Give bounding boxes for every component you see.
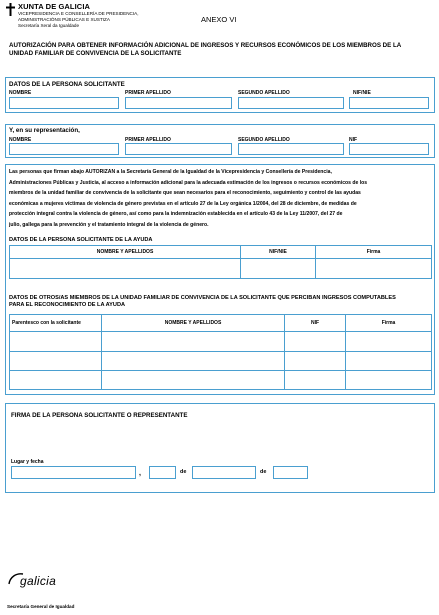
authorization-text — [9, 167, 431, 231]
aid-header-firma: Firma — [316, 246, 432, 259]
place-field[interactable] — [11, 466, 136, 479]
representative-nif-field[interactable] — [349, 143, 429, 155]
aid-header-nif: NIF/NIE — [241, 246, 316, 259]
members-firma-cell[interactable] — [346, 371, 432, 390]
representative-segundo-apellido-field[interactable] — [238, 143, 344, 155]
year-field[interactable] — [273, 466, 308, 479]
de-separator-2: de — [260, 469, 267, 475]
representative-heading: Y, en su representación, — [9, 127, 80, 134]
galicia-logo-text: galicia — [20, 574, 57, 588]
aid-nombre-cell[interactable] — [10, 259, 241, 279]
representative-primer-apellido-field[interactable] — [125, 143, 232, 155]
members-nif-cell[interactable] — [285, 371, 346, 390]
applicant-nif-field[interactable] — [349, 97, 429, 109]
members-nombre-cell[interactable] — [102, 352, 285, 371]
members-table — [9, 314, 432, 390]
table-row — [10, 371, 432, 390]
applicant-nombre-label: NOMBRE — [9, 90, 32, 96]
members-header-parentesco: Parentesco con la solicitante — [10, 315, 102, 332]
footer-department: Secretaría General de Igualdad — [7, 604, 75, 609]
document-title-line2: UNIDAD FAMILIAR DE CONVIVENCIA DE LA SOLICITANTE — [9, 50, 182, 57]
applicant-primer-apellido-field[interactable] — [125, 97, 232, 109]
members-header-nombre: NOMBRE Y APELLIDOS — [102, 315, 285, 332]
department-line2: ADMINISTRACIÓNS PÚBLICAS E XUSTIZA — [18, 17, 110, 22]
representative-segundo-apellido-label: SEGUNDO APELLIDO — [238, 137, 290, 143]
members-nombre-cell[interactable] — [102, 371, 285, 390]
month-field[interactable] — [192, 466, 256, 479]
table-row — [10, 352, 432, 371]
members-nif-cell[interactable] — [285, 352, 346, 371]
aid-applicant-table — [9, 245, 432, 279]
members-firma-cell[interactable] — [346, 332, 432, 352]
department-line1: VICEPRESIDENCIA E CONSELLERÍA DE PRESIDENCIA, — [18, 11, 139, 16]
table-row — [10, 332, 432, 352]
table-row — [10, 259, 432, 279]
signature-heading: FIRMA DE LA PERSONA SOLICITANTE O REPRESENTANTE — [11, 412, 188, 419]
comma-separator: , — [139, 470, 141, 477]
authorization-text-line: miembros de la unidad familiar de convivencia de la solicitante que sean necesarios para el reconocimiento, seguimiento y control de las ayudas — [9, 190, 361, 197]
applicant-primer-apellido-label: PRIMER APELLIDO — [125, 90, 171, 96]
representative-nombre-field[interactable] — [9, 143, 119, 155]
members-parentesco-cell[interactable] — [10, 332, 102, 352]
representative-nombre-label: NOMBRE — [9, 137, 32, 143]
representative-primer-apellido-label: PRIMER APELLIDO — [125, 137, 171, 143]
members-firma-cell[interactable] — [346, 352, 432, 371]
members-header-nif: NIF — [285, 315, 346, 332]
members-header-firma: Firma — [346, 315, 432, 332]
xunta-logo-icon — [6, 3, 15, 16]
representative-nif-label: NIF — [349, 137, 358, 143]
annex-label: ANEXO VI — [201, 15, 237, 24]
applicant-nombre-field[interactable] — [9, 97, 119, 109]
aid-nif-cell[interactable] — [241, 259, 316, 279]
applicant-segundo-apellido-label: SEGUNDO APELLIDO — [238, 90, 290, 96]
members-parentesco-cell[interactable] — [10, 371, 102, 390]
applicant-heading: DATOS DE LA PERSONA SOLICITANTE — [9, 81, 125, 88]
document-title-line1: AUTORIZACIÓN PARA OBTENER INFORMACIÓN ADICIONAL DE INGRESOS Y RECURSOS ECONÓMICOS DE LOS MIEMBROS DE LA — [9, 42, 402, 49]
aid-firma-cell[interactable] — [316, 259, 432, 279]
members-table-heading-line2: PARA EL RECONOCIMIENTO DE LA AYUDA — [9, 302, 126, 308]
authorization-text-line: Las personas que firman abajo AUTORIZAN a la Secretaría General de la Igualdad de la Vicepresidencia y Consellería de Presidencia, — [9, 169, 332, 175]
place-date-label: Lugar y fecha — [11, 459, 44, 465]
aid-table-heading: DATOS DE LA PERSONA SOLICITANTE DE LA AYUDA — [9, 237, 153, 243]
applicant-nif-label: NIF/NIE — [353, 90, 371, 96]
authorization-text-line: protección integral contra la violencia de género, así como para la indemnización establecida en el artículo 43 de la Ley 11/2007, del 27 de — [9, 211, 343, 218]
applicant-segundo-apellido-field[interactable] — [238, 97, 344, 109]
authorization-text-line: económicas a mujeres víctimas de violencia de género previstas en el artículo 27 de la Ley orgánica 1/2004, del 28 de diciembre, de medidas de — [9, 200, 357, 207]
members-nif-cell[interactable] — [285, 332, 346, 352]
de-separator-1: de — [180, 469, 187, 475]
aid-header-nombre: NOMBRE Y APELLIDOS — [10, 246, 241, 259]
day-field[interactable] — [149, 466, 176, 479]
members-nombre-cell[interactable] — [102, 332, 285, 352]
org-name: XUNTA DE GALICIA — [18, 2, 91, 11]
members-parentesco-cell[interactable] — [10, 352, 102, 371]
authorization-text-line: Administraciones Públicas y Justicia, al acceso a información adicional para la adecuada estimación de los ingresos o recursos económicos de los — [9, 179, 368, 186]
members-table-heading-line1: DATOS DE OTROS/AS MIEMBROS DE LA UNIDAD FAMILIAR DE CONVIVENCIA DE LA SOLICITANTE QUE PERCIBAN INGRESOS COMPUTABLES — [9, 295, 396, 301]
department-line3: Secretaría Xeral da Igualdade — [18, 23, 80, 28]
authorization-text-line: julio, gallega para la prevención y el tratamiento integral de la violencia de género. — [9, 221, 209, 228]
